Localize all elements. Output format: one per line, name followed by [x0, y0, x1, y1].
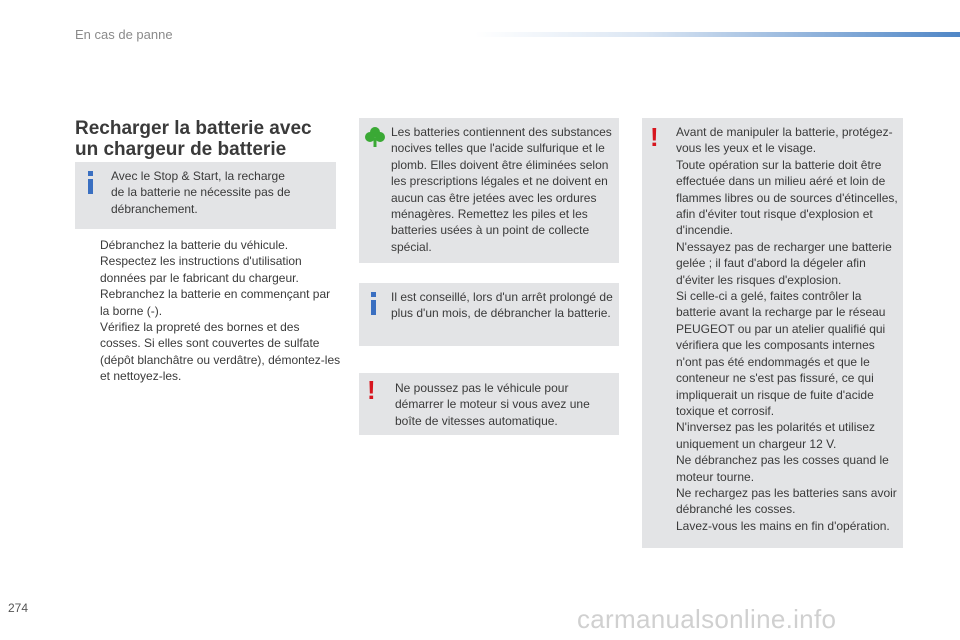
warning-paragraph: N'inversez pas les polarités et utilisez uniquement un chargeur 12 V. [676, 420, 876, 451]
step-text: Vérifiez la propreté des bornes et des cosses. Si elles sont couvertes de sulfate (dépôt blanchâtre ou verdâtre), démontez-les et nettoyez-les. [100, 320, 341, 384]
warning-paragraph: Ne rechargez pas les batteries sans avoir débranché les cosses. [676, 485, 897, 517]
warning-icon: ! [650, 122, 659, 152]
page-number: 274 [8, 601, 29, 615]
list-item [82, 286, 342, 319]
warning-paragraph: Si celle-ci a gelé, faites contrôler la batterie avant la recharge par le réseau PEUGEOT ou par un atelier qualifié qui vérifiera que les composants internes n'ont pas été endommagés et que le conteneur ne s'est pas fissuré, ce qui impliquerait un risque de fuite d'acide toxique et corrosif. [676, 289, 886, 418]
title-line-2: un chargeur de batterie [75, 139, 287, 160]
step-text: Respectez les instructions d'utilisation données par le fabricant du chargeur. [100, 254, 302, 285]
info-icon [88, 171, 93, 194]
warning-push-text: Ne poussez pas le véhicule pour démarrer le moteur si vous avez une boîte de vitesses automatique. [395, 381, 590, 428]
eco-tree-icon [365, 126, 385, 148]
info-stop-start-text: Avec le Stop & Start, la recharge de la batterie ne nécessite pas de débranchement. [111, 169, 291, 216]
eco-box [359, 118, 619, 263]
info-box-disconnect [359, 283, 619, 346]
list-item [82, 237, 342, 253]
info-disconnect-text: Il est conseillé, lors d'un arrêt prolongé de plus d'un mois, de débrancher la batterie. [391, 290, 613, 321]
header-gradient-bar [475, 32, 960, 37]
warning-paragraph: Toute opération sur la batterie doit être effectuée dans un milieu aéré et loin de flammes libres ou de sources d'étincelles, afin d'éviter tout risque d'explosion et d'incendie. [676, 157, 898, 238]
step-text: Rebranchez la batterie en commençant par la borne (-). [100, 287, 331, 318]
steps-list [82, 237, 342, 385]
section-header: En cas de panne [75, 27, 173, 42]
eco-text: Les batteries contiennent des substances nocives telles que l'acide sulfurique et le plomb. Elles doivent être éliminées selon les prescriptions légales et ne doivent en aucun cas être jetées avec les ordures ménagères. Remettez les piles et les batteries usées à un point de collecte spécial. [391, 125, 612, 254]
step-text: Débranchez la batterie du véhicule. [100, 238, 289, 252]
warning-box-main [642, 118, 903, 548]
list-item [82, 319, 342, 385]
warning-paragraph: N'essayez pas de recharger une batterie gelée ; il faut d'abord la dégeler afin d'éviter les risques d'explosion. [676, 239, 892, 287]
warning-paragraph: Avant de manipuler la batterie, protégez-vous les yeux et le visage. [676, 125, 893, 156]
warning-paragraph: Ne débranchez pas les cosses quand le moteur tourne. [676, 453, 889, 484]
page-title [75, 118, 345, 160]
info-box-stop-start [75, 162, 336, 229]
watermark: carmanualsonline.info [577, 604, 837, 634]
warning-paragraph: Lavez-vous les mains en fin d'opération. [676, 518, 890, 533]
list-item [82, 253, 342, 286]
warning-box-push [359, 373, 619, 435]
title-line-1: Recharger la batterie avec [75, 118, 312, 139]
warning-main-text [676, 124, 898, 534]
warning-icon: ! [367, 375, 376, 405]
info-icon [371, 292, 376, 315]
